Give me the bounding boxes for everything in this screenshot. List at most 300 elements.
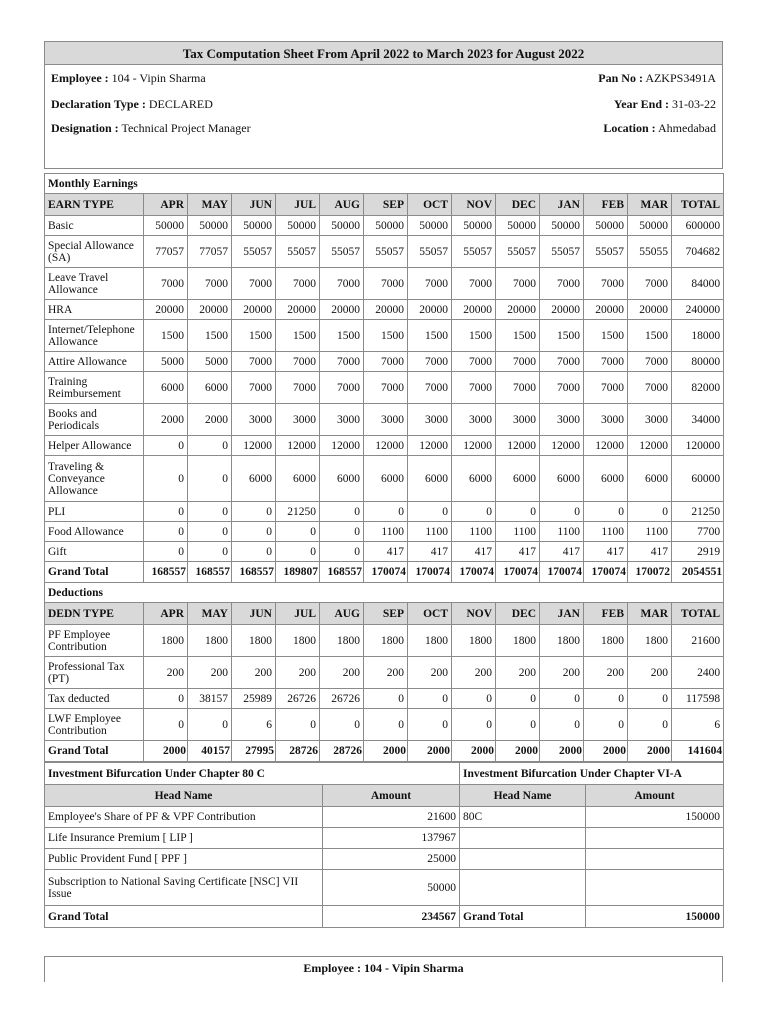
month-header: TOTAL: [672, 603, 724, 625]
month-header: JUL: [276, 194, 320, 216]
row-value: 0: [496, 709, 540, 741]
row-value: 0: [144, 689, 188, 709]
row-value: 34000: [672, 404, 724, 436]
row-value: 6: [672, 709, 724, 741]
investment-name: Subscription to National Saving Certificate [NSC] VII Issue: [45, 870, 323, 906]
investment-row: [45, 828, 724, 849]
row-value: 7000: [584, 372, 628, 404]
row-value: 0: [144, 456, 188, 502]
row-value: 200: [320, 657, 364, 689]
row-value: 0: [452, 502, 496, 522]
row-value: 5000: [144, 352, 188, 372]
row-label: Books and Periodicals: [45, 404, 144, 436]
row-value: 0: [584, 709, 628, 741]
earnings-type-header: EARN TYPE: [45, 194, 144, 216]
investment-name: [460, 828, 586, 849]
row-value: 1500: [232, 320, 276, 352]
row-value: 7000: [188, 268, 232, 300]
grand-total-value: 2000: [628, 741, 672, 762]
row-label: Food Allowance: [45, 522, 144, 542]
month-header: MAY: [188, 603, 232, 625]
deductions-section-title: Deductions: [45, 583, 724, 603]
row-value: 7000: [364, 268, 408, 300]
row-value: 1500: [188, 320, 232, 352]
row-value: 6000: [144, 372, 188, 404]
row-value: 6000: [320, 456, 364, 502]
month-header: FEB: [584, 194, 628, 216]
row-value: 200: [452, 657, 496, 689]
row-value: 12000: [584, 436, 628, 456]
row-value: 55057: [584, 236, 628, 268]
row-value: 1100: [628, 522, 672, 542]
amount-header: Amount: [586, 785, 724, 807]
table-row: [45, 625, 724, 657]
row-value: 200: [496, 657, 540, 689]
investment-table: [44, 762, 724, 928]
deductions-grand-total-row: [45, 741, 724, 762]
row-value: 7000: [452, 268, 496, 300]
grand-total-value: 2000: [496, 741, 540, 762]
row-value: 7000: [408, 352, 452, 372]
grand-total-value: 170074: [496, 562, 540, 583]
row-value: 6: [232, 709, 276, 741]
row-value: 55057: [452, 236, 496, 268]
row-value: 0: [320, 709, 364, 741]
row-value: 55057: [408, 236, 452, 268]
declaration-value: DECLARED: [148, 97, 213, 111]
row-value: 1500: [408, 320, 452, 352]
row-value: 1100: [364, 522, 408, 542]
earnings-deductions-table: [44, 173, 724, 762]
row-value: 0: [408, 689, 452, 709]
row-value: 7000: [320, 372, 364, 404]
row-value: 0: [188, 456, 232, 502]
row-value: 7000: [364, 352, 408, 372]
row-label: PLI: [45, 502, 144, 522]
month-header: JUN: [232, 603, 276, 625]
row-label: Gift: [45, 542, 144, 562]
row-value: 77057: [144, 236, 188, 268]
row-value: 26726: [320, 689, 364, 709]
row-value: 0: [232, 502, 276, 522]
row-value: 1800: [232, 625, 276, 657]
row-value: 0: [144, 542, 188, 562]
row-value: 7000: [628, 268, 672, 300]
month-header: JAN: [540, 194, 584, 216]
row-value: 0: [188, 542, 232, 562]
table-row: [45, 689, 724, 709]
month-header: DEC: [496, 194, 540, 216]
row-value: 5000: [188, 352, 232, 372]
row-value: 0: [452, 709, 496, 741]
row-value: 84000: [672, 268, 724, 300]
investment-title-row: [45, 763, 724, 785]
row-value: 12000: [276, 436, 320, 456]
row-value: 50000: [232, 216, 276, 236]
month-header: SEP: [364, 194, 408, 216]
grand-total-value: 2000: [144, 741, 188, 762]
location-label: Location :: [603, 121, 656, 135]
row-value: 7700: [672, 522, 724, 542]
table-row: [45, 709, 724, 741]
row-value: 200: [584, 657, 628, 689]
row-value: 1800: [188, 625, 232, 657]
row-value: 417: [496, 542, 540, 562]
row-value: 55057: [276, 236, 320, 268]
grand-total-value: 28726: [276, 741, 320, 762]
row-value: 6000: [540, 456, 584, 502]
row-value: 1800: [364, 625, 408, 657]
table-row: [45, 352, 724, 372]
head-name-header: Head Name: [45, 785, 323, 807]
row-value: 1100: [540, 522, 584, 542]
row-value: 7000: [408, 268, 452, 300]
month-header: MAR: [628, 194, 672, 216]
row-value: 704682: [672, 236, 724, 268]
row-value: 7000: [452, 352, 496, 372]
row-value: 12000: [364, 436, 408, 456]
row-label: Attire Allowance: [45, 352, 144, 372]
row-value: 50000: [452, 216, 496, 236]
investment-name: Employee's Share of PF & VPF Contribution: [45, 807, 323, 828]
grand-total-value: 2000: [584, 741, 628, 762]
row-value: 3000: [320, 404, 364, 436]
month-header: NOV: [452, 194, 496, 216]
row-value: 417: [584, 542, 628, 562]
row-value: 200: [276, 657, 320, 689]
grand-total-value: 2000: [408, 741, 452, 762]
table-row: [45, 502, 724, 522]
row-value: 0: [320, 542, 364, 562]
row-value: 200: [188, 657, 232, 689]
row-value: 7000: [276, 352, 320, 372]
month-header: JAN: [540, 603, 584, 625]
row-value: 1100: [408, 522, 452, 542]
investment-header-row: [45, 785, 724, 807]
row-value: 50000: [496, 216, 540, 236]
row-value: 7000: [540, 268, 584, 300]
row-value: 240000: [672, 300, 724, 320]
row-value: 1500: [144, 320, 188, 352]
row-value: 1800: [276, 625, 320, 657]
grand-total-value: 40157: [188, 741, 232, 762]
row-value: 0: [496, 689, 540, 709]
row-value: 1800: [496, 625, 540, 657]
row-value: 6000: [408, 456, 452, 502]
investment-amount: 150000: [586, 807, 724, 828]
row-value: 12000: [540, 436, 584, 456]
table-row: [45, 522, 724, 542]
row-value: 12000: [628, 436, 672, 456]
row-value: 3000: [496, 404, 540, 436]
row-value: 60000: [672, 456, 724, 502]
row-value: 200: [232, 657, 276, 689]
row-value: 6000: [452, 456, 496, 502]
row-label: Training Reimbursement: [45, 372, 144, 404]
row-value: 417: [628, 542, 672, 562]
grand-total-value: 170074: [452, 562, 496, 583]
grand-total-value: 168557: [144, 562, 188, 583]
row-value: 7000: [496, 372, 540, 404]
investment-name: [460, 849, 586, 870]
grand-total-value: 168557: [232, 562, 276, 583]
row-label: Special Allowance (SA): [45, 236, 144, 268]
month-header: JUL: [276, 603, 320, 625]
row-value: 50000: [628, 216, 672, 236]
row-value: 117598: [672, 689, 724, 709]
earnings-section-title: Monthly Earnings: [45, 174, 724, 194]
page-footer: Employee : 104 - Vipin Sharma: [44, 956, 723, 982]
employee-value: 104 - Vipin Sharma: [111, 71, 206, 85]
table-row: [45, 320, 724, 352]
row-value: 7000: [408, 372, 452, 404]
row-value: 50000: [584, 216, 628, 236]
row-label: Basic: [45, 216, 144, 236]
row-value: 200: [628, 657, 672, 689]
row-value: 1800: [408, 625, 452, 657]
investment-row: [45, 849, 724, 870]
row-value: 2919: [672, 542, 724, 562]
grand-total-value: 170074: [364, 562, 408, 583]
row-value: 50000: [188, 216, 232, 236]
row-value: 1500: [496, 320, 540, 352]
grand-total-value: 168557: [188, 562, 232, 583]
row-value: 12000: [452, 436, 496, 456]
grand-total-value: 2000: [364, 741, 408, 762]
row-value: 20000: [276, 300, 320, 320]
row-value: 20000: [232, 300, 276, 320]
row-value: 1500: [540, 320, 584, 352]
row-value: 417: [540, 542, 584, 562]
investment-row: [45, 807, 724, 828]
grand-total-label: Grand Total: [45, 562, 144, 583]
head-name-header: Head Name: [460, 785, 586, 807]
row-value: 0: [276, 709, 320, 741]
row-value: 200: [144, 657, 188, 689]
row-value: 20000: [584, 300, 628, 320]
row-value: 21250: [276, 502, 320, 522]
designation-value: Technical Project Manager: [121, 121, 251, 135]
month-header: SEP: [364, 603, 408, 625]
row-value: 0: [144, 522, 188, 542]
investment-amount: 21600: [323, 807, 460, 828]
row-value: 1800: [628, 625, 672, 657]
row-value: 0: [628, 689, 672, 709]
row-value: 50000: [408, 216, 452, 236]
grand-total-value: 27995: [232, 741, 276, 762]
row-value: 7000: [144, 268, 188, 300]
row-value: 2000: [144, 404, 188, 436]
row-value: 0: [144, 709, 188, 741]
row-value: 26726: [276, 689, 320, 709]
investment-amount: [586, 849, 724, 870]
row-value: 6000: [628, 456, 672, 502]
row-value: 0: [408, 502, 452, 522]
investment-name: Public Provident Fund [ PPF ]: [45, 849, 323, 870]
row-value: 12000: [408, 436, 452, 456]
row-value: 1100: [452, 522, 496, 542]
row-value: 1100: [496, 522, 540, 542]
row-value: 0: [408, 709, 452, 741]
deductions-section-row: [45, 583, 724, 603]
row-value: 3000: [584, 404, 628, 436]
row-value: 6000: [496, 456, 540, 502]
month-header: AUG: [320, 194, 364, 216]
row-value: 0: [540, 689, 584, 709]
row-value: 0: [276, 542, 320, 562]
table-row: [45, 236, 724, 268]
row-value: 12000: [232, 436, 276, 456]
grand-total-label: Grand Total: [45, 741, 144, 762]
row-label: Leave Travel Allowance: [45, 268, 144, 300]
grand-total-value: 234567: [323, 906, 460, 928]
row-value: 55057: [320, 236, 364, 268]
month-header: MAY: [188, 194, 232, 216]
row-value: 1500: [276, 320, 320, 352]
row-value: 3000: [628, 404, 672, 436]
grand-total-value: 170074: [584, 562, 628, 583]
row-value: 55057: [540, 236, 584, 268]
grand-total-value: 189807: [276, 562, 320, 583]
table-row: [45, 372, 724, 404]
month-header: DEC: [496, 603, 540, 625]
row-value: 1500: [452, 320, 496, 352]
investment-amount: 25000: [323, 849, 460, 870]
row-value: 20000: [188, 300, 232, 320]
row-label: LWF Employee Contribution: [45, 709, 144, 741]
row-value: 3000: [540, 404, 584, 436]
table-row: [45, 216, 724, 236]
grand-total-value: 2000: [540, 741, 584, 762]
row-value: 0: [452, 689, 496, 709]
table-row: [45, 542, 724, 562]
row-value: 7000: [452, 372, 496, 404]
row-label: HRA: [45, 300, 144, 320]
grand-total-value: 28726: [320, 741, 364, 762]
row-label: Traveling & Conveyance Allowance: [45, 456, 144, 502]
month-header: APR: [144, 194, 188, 216]
row-value: 20000: [452, 300, 496, 320]
row-value: 1500: [584, 320, 628, 352]
employee-info: [44, 65, 723, 169]
row-value: 0: [584, 502, 628, 522]
row-value: 0: [364, 502, 408, 522]
row-value: 3000: [364, 404, 408, 436]
month-header: APR: [144, 603, 188, 625]
row-value: 7000: [496, 268, 540, 300]
row-value: 0: [584, 689, 628, 709]
row-value: 18000: [672, 320, 724, 352]
row-value: 20000: [540, 300, 584, 320]
row-value: 0: [276, 522, 320, 542]
row-value: 7000: [496, 352, 540, 372]
row-value: 25989: [232, 689, 276, 709]
investment-amount: [586, 870, 724, 906]
month-header: OCT: [408, 603, 452, 625]
sheet-title: Tax Computation Sheet From April 2022 to March 2023 for August 2022: [44, 41, 723, 65]
row-value: 1500: [364, 320, 408, 352]
row-value: 55055: [628, 236, 672, 268]
row-value: 20000: [364, 300, 408, 320]
row-value: 7000: [276, 268, 320, 300]
row-value: 3000: [408, 404, 452, 436]
month-header: AUG: [320, 603, 364, 625]
month-header: MAR: [628, 603, 672, 625]
row-value: 38157: [188, 689, 232, 709]
row-value: 0: [144, 502, 188, 522]
row-value: 50000: [144, 216, 188, 236]
row-label: PF Employee Contribution: [45, 625, 144, 657]
month-header: OCT: [408, 194, 452, 216]
row-value: 200: [408, 657, 452, 689]
investment-amount: 50000: [323, 870, 460, 906]
month-header: TOTAL: [672, 194, 724, 216]
row-value: 7000: [364, 372, 408, 404]
month-header: FEB: [584, 603, 628, 625]
table-row: [45, 268, 724, 300]
row-value: 1100: [584, 522, 628, 542]
row-value: 7000: [232, 268, 276, 300]
row-value: 600000: [672, 216, 724, 236]
row-value: 21600: [672, 625, 724, 657]
table-row: [45, 300, 724, 320]
row-value: 200: [364, 657, 408, 689]
row-value: 0: [364, 689, 408, 709]
row-value: 0: [232, 522, 276, 542]
row-value: 20000: [144, 300, 188, 320]
month-header: NOV: [452, 603, 496, 625]
row-value: 0: [188, 522, 232, 542]
row-label: Internet/Telephone Allowance: [45, 320, 144, 352]
row-value: 21250: [672, 502, 724, 522]
grand-total-value: 170072: [628, 562, 672, 583]
row-value: 0: [540, 502, 584, 522]
row-value: 0: [188, 502, 232, 522]
row-value: 7000: [540, 372, 584, 404]
row-value: 7000: [584, 352, 628, 372]
grand-total-value: 141604: [672, 741, 724, 762]
investment-row: [45, 870, 724, 906]
year-end-value: 31-03-22: [672, 97, 716, 111]
row-value: 20000: [628, 300, 672, 320]
row-value: 417: [452, 542, 496, 562]
row-value: 82000: [672, 372, 724, 404]
row-value: 1500: [628, 320, 672, 352]
row-value: 55057: [496, 236, 540, 268]
row-value: 77057: [188, 236, 232, 268]
row-value: 1800: [320, 625, 364, 657]
row-value: 6000: [276, 456, 320, 502]
row-label: Professional Tax (PT): [45, 657, 144, 689]
row-value: 6000: [188, 372, 232, 404]
row-value: 20000: [320, 300, 364, 320]
row-value: 7000: [628, 352, 672, 372]
employee-label: Employee :: [51, 71, 109, 85]
row-value: 80000: [672, 352, 724, 372]
row-value: 3000: [232, 404, 276, 436]
grand-total-value: 150000: [586, 906, 724, 928]
grand-total-value: 2054551: [672, 562, 724, 583]
row-value: 0: [540, 709, 584, 741]
investment-grand-total-row: [45, 906, 724, 928]
chapter-via-title: Investment Bifurcation Under Chapter VI-A: [460, 763, 724, 785]
row-value: 3000: [276, 404, 320, 436]
investment-name: [460, 870, 586, 906]
row-value: 1800: [584, 625, 628, 657]
amount-header: Amount: [323, 785, 460, 807]
row-value: 0: [188, 436, 232, 456]
row-value: 3000: [452, 404, 496, 436]
